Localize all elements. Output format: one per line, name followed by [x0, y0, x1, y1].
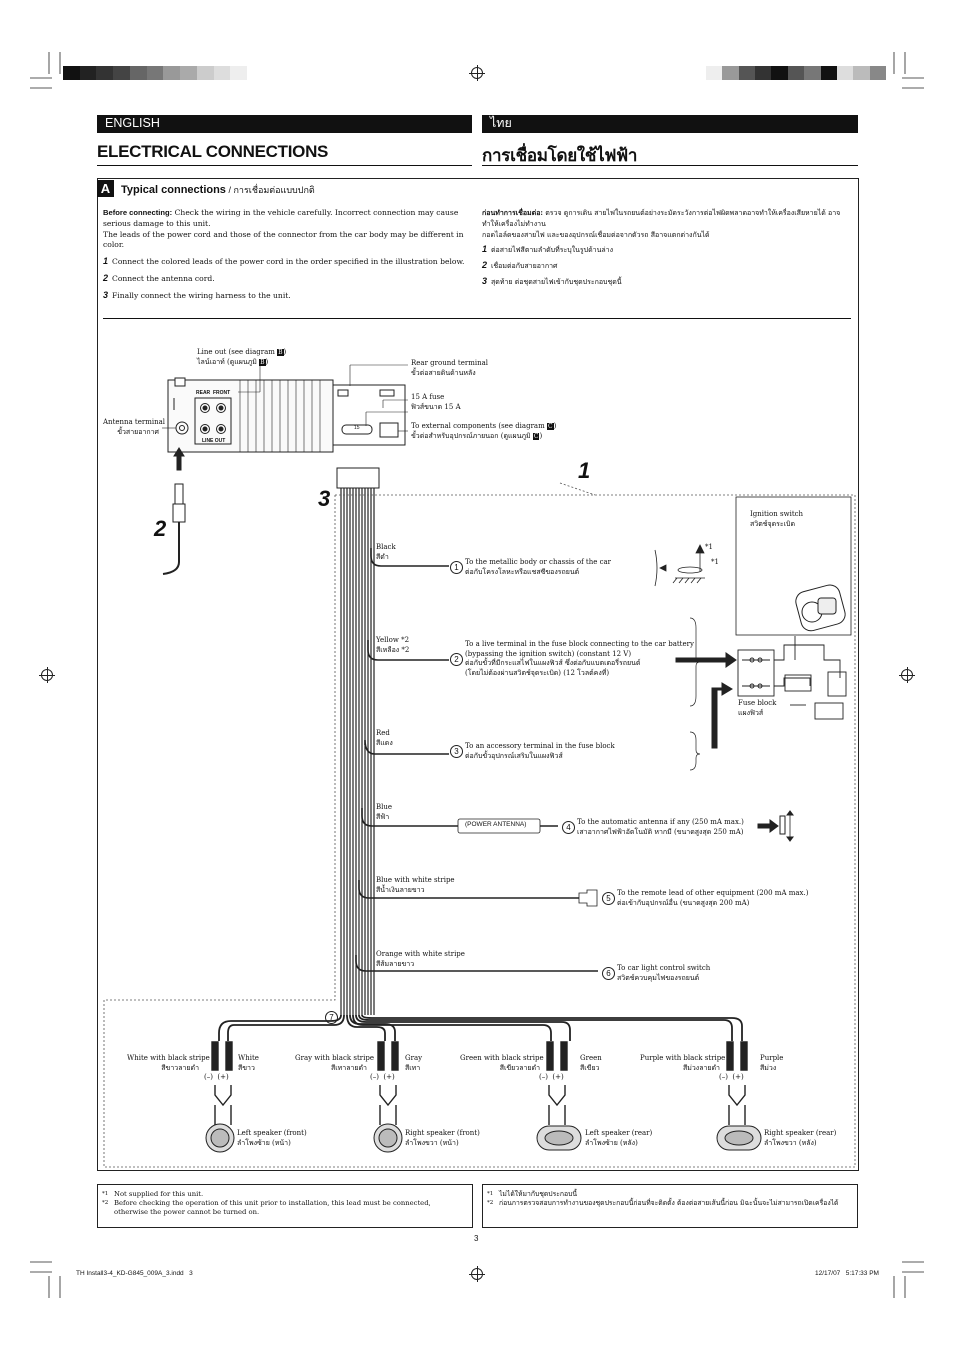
thai-leads: กอดไอล์ดของสายไฟ และของอุปกรณ์เชื่อมต่อจากตัวรถ สีอาจแตกต่างกันได้ — [482, 230, 710, 239]
speaker-1-neg-en: White with black stripe — [127, 1054, 210, 1062]
fuse-block-th: แผงฟิวส์ — [738, 708, 764, 717]
step-3-text: Finally connect the wiring harness to the unit. — [112, 290, 291, 300]
wire-5-dest-en: To the remote lead of other equipment (200 mA max.) — [617, 889, 809, 897]
speaker-2-pos — [405, 1054, 422, 1073]
harness-7-label — [325, 1007, 340, 1026]
ground-drawing — [655, 545, 705, 586]
star-note-a: *1 — [705, 543, 713, 551]
fuse-text: 15 A fuse — [411, 393, 445, 401]
speaker-2-name — [405, 1129, 480, 1148]
speaker-3-pos — [580, 1054, 602, 1073]
speaker-4-neg-en: Purple with black stripe — [640, 1054, 726, 1062]
speaker-4-neg-th: สีม่วงลายดำ — [682, 1063, 720, 1072]
english-header: ENGLISH — [97, 115, 472, 133]
thai-before-text: ตรวจ ดูการเดิน สายไฟในรถยนต์อย่างระมัดระวังการต่อไฟผิดพลาดอาจทำให้เครื่องเสียหายได้ อาจทำให้เครื่องไม่ทำงาน — [482, 209, 841, 228]
speaker-4-neg — [640, 1054, 726, 1073]
wire-4-num: 4 — [562, 821, 575, 834]
thai-step-3-text: สุดท้าย ต่อชุดสายไฟเข้ากับชุดประกอบชุดนี้ — [491, 277, 622, 286]
wire-2-dest-th: ต่อกับขั้วที่มีกระแสไฟในแผงฟิวส์ ซึ่งต่อกับแบตเตอรี่รถยนต์ — [465, 659, 641, 667]
wire-6-dest-en: To car light control switch — [617, 964, 711, 972]
wire-3-color — [376, 729, 393, 748]
thai-step-1-num: 1 — [482, 244, 488, 255]
rear-label: REAR — [196, 390, 211, 396]
wire-1-color-en: Black — [376, 543, 396, 551]
speaker-2-pos-en: Gray — [405, 1054, 423, 1062]
wire-4-dest — [562, 818, 744, 837]
polarity-4 — [719, 1073, 744, 1083]
polarity-3-pos: (+) — [552, 1073, 564, 1081]
step-1-text: Connect the colored leads of the power cord in the order specified in the illustration below. — [112, 257, 465, 267]
rear-ground-text: Rear ground terminal — [411, 359, 489, 367]
section-title-th: / การเชื่อมต่อแบบปกติ — [225, 185, 315, 195]
speaker-3-name-en: Left speaker (rear) — [585, 1129, 653, 1137]
wire-3-dest — [450, 742, 615, 761]
speaker-2-neg-en: Gray with black stripe — [295, 1054, 374, 1062]
speaker-1-pos — [238, 1054, 259, 1073]
external-label: To external components (see diagram C) ขั้วต่อสำหรับอุปกรณ์ภายนอก (ดูแผนภูมิ C) — [411, 422, 557, 440]
step-3-num: 3 — [103, 289, 109, 300]
wire-5-color — [376, 876, 455, 895]
speaker-2-name-th: ลำโพงขวา (หน้า) — [405, 1138, 459, 1147]
slug-file: TH Install3-4_KD-G845_009A_3.indd 3 — [76, 1270, 193, 1277]
wire-6-num: 6 — [602, 967, 615, 980]
wire-4-dest-en: To the automatic antenna if any (250 mA max.) — [577, 818, 744, 826]
external-ref-thai: C — [533, 432, 539, 440]
line-out-panel-label: LINE OUT — [202, 438, 226, 444]
fuse-label — [411, 393, 461, 412]
thai-header: ไทย — [482, 115, 858, 133]
fuse-thai: ฟิวส์ขนาด 15 A — [411, 402, 461, 411]
thai-step-1-text: ต่อสายไฟสีตามลำดับที่ระบุในรูปด้านล่าง — [491, 246, 614, 255]
speaker-1-pos-th: สีขาว — [238, 1063, 255, 1072]
ignition-en: Ignition switch — [750, 510, 804, 518]
polarity-1 — [204, 1073, 229, 1083]
thai-step-2-text: เชื่อมต่อกับสายอากาศ — [491, 262, 558, 271]
step-2-text: Connect the antenna cord. — [112, 273, 215, 283]
wire-1-dest — [450, 558, 611, 577]
fn-th1: ไม่ได้ให้มากับชุดประกอบนี้ — [499, 1190, 578, 1198]
polarity-2 — [370, 1073, 395, 1083]
speaker-1-name — [237, 1129, 307, 1148]
speaker-conn-2 — [378, 1042, 398, 1125]
before-label: Before connecting: — [103, 208, 173, 217]
ignition-switch-label — [750, 510, 803, 529]
section-title-en: Typical connections — [121, 184, 226, 196]
callout-1: 1 — [578, 458, 591, 483]
callout-2: 2 — [154, 516, 167, 541]
wire-1-color — [376, 543, 396, 562]
front-label: FRONT — [213, 390, 231, 396]
wire-5-num: 5 — [602, 892, 615, 905]
wire-1-num: 1 — [450, 561, 463, 574]
speaker-1-name-en: Left speaker (front) — [237, 1129, 307, 1137]
rear-ground-label — [411, 359, 488, 378]
callout-3: 3 — [318, 486, 331, 511]
speaker-4-pos-en: Purple — [760, 1054, 784, 1062]
speaker-3-neg-th: สีเขียวลายดำ — [499, 1063, 540, 1072]
polarity-2-pos: (+) — [383, 1073, 395, 1081]
speaker-conn-4 — [727, 1042, 747, 1125]
wire-5-dest-th: ต่อเข้ากับอุปกรณ์อื่น (ขนาดสูงสุด 200 mA) — [617, 898, 750, 907]
wire-6-color — [376, 950, 465, 969]
wire-3-dest-th: ต่อกับขั้วอุปกรณ์เสริมในแผงฟิวส์ — [465, 751, 563, 760]
ignition-key-drawing — [794, 583, 848, 633]
speaker-3-neg-en: Green with black stripe — [460, 1054, 544, 1062]
page-title-thai: การเชื่อมโดยใช้ไฟฟ้า — [482, 146, 638, 165]
leads-note: The leads of the power cord and those of the connector from the car body may be different in color. — [103, 229, 464, 250]
polarity-3-neg: (–) — [539, 1073, 548, 1081]
wire-2-num: 2 — [450, 653, 463, 666]
speaker-4-pos-th: สีม่วง — [760, 1063, 777, 1072]
wire-3-num: 3 — [450, 745, 463, 758]
wire-1-dest-en: To the metallic body or chassis of the car — [465, 558, 612, 566]
speaker-3-pos-en: Green — [580, 1054, 602, 1062]
speaker-2-neg — [295, 1054, 374, 1073]
speaker-2-pos-th: สีเทา — [405, 1063, 421, 1072]
line-out-label: Line out (see diagram B) ไลน์เอาท์ (ดูแผนภูมิ B) — [197, 348, 287, 366]
page-title-english: ELECTRICAL CONNECTIONS — [97, 142, 329, 161]
polarity-2-neg: (–) — [370, 1073, 379, 1081]
speaker-4-name-en: Right speaker (rear) — [764, 1129, 837, 1137]
wire-2-color-en: Yellow *2 — [376, 636, 410, 644]
section-letter: A — [97, 180, 114, 197]
wire-4-dest-th: เสาอากาศไฟฟ้าอัตโนมัติ หากมี (ขนาดสูงสุด 250 mA) — [577, 827, 744, 836]
speaker-2-neg-th: สีเทาลายดำ — [330, 1063, 367, 1072]
fn-en1: Not supplied for this unit. — [114, 1190, 204, 1198]
polarity-4-pos: (+) — [732, 1073, 744, 1081]
wire-3-color-en: Red — [376, 729, 390, 737]
star-note-b: *1 — [711, 558, 719, 566]
step-2-num: 2 — [103, 272, 109, 283]
speaker-4-name — [764, 1129, 836, 1148]
thai-step-3-num: 3 — [482, 275, 488, 286]
antenna-terminal-label — [103, 418, 166, 437]
fuse-block-en: Fuse block — [738, 699, 777, 707]
fn-en2-mark: *2 — [102, 1200, 109, 1206]
wire-4-color-th: สีฟ้า — [376, 812, 390, 821]
wire-5-dest — [602, 889, 808, 908]
line-out-text: Line out (see diagram — [197, 348, 275, 356]
before-text: Check the wiring in the vehicle carefully. Incorrect connection may cause serious damage to this unit. — [103, 208, 459, 228]
fuse-value-mark: 15 — [354, 425, 360, 431]
ignition-th: สวิตช์จุดระเบิด — [750, 519, 796, 528]
rear-ground-thai: ขั้วต่อสายดินด้านหลัง — [411, 368, 476, 377]
polarity-1-neg: (–) — [204, 1073, 213, 1081]
polarity-3 — [539, 1073, 564, 1083]
speaker-conn-1 — [212, 1042, 232, 1125]
antenna-terminal-thai: ขั้วสายอากาศ — [117, 427, 159, 436]
footnote-box-thai — [482, 1184, 858, 1228]
wire-5-color-en: Blue with white stripe — [376, 876, 455, 884]
speaker-conn-3 — [547, 1042, 567, 1125]
line-out-ref: B — [278, 349, 283, 356]
wire-4-color — [376, 803, 392, 822]
speaker-2-name-en: Right speaker (front) — [405, 1129, 480, 1137]
fn-th2-mark: *2 — [487, 1200, 494, 1206]
speaker-1-neg-th: สีขาวลายดำ — [161, 1063, 199, 1072]
step-1-num: 1 — [103, 256, 109, 267]
speaker-1-pos-en: White — [238, 1054, 259, 1062]
wire-6-dest — [602, 964, 710, 983]
wire-1-color-th: สีดำ — [376, 552, 389, 561]
speaker-3-neg — [460, 1054, 544, 1073]
external-ref: C — [547, 423, 553, 430]
antenna-terminal-text: Antenna terminal — [103, 418, 166, 426]
speaker-3-name-th: ลำโพงซ้าย (หลัง) — [585, 1138, 638, 1147]
polarity-1-pos: (+) — [217, 1073, 229, 1081]
speaker-1-neg — [127, 1054, 210, 1073]
antenna-plug-drawing — [163, 448, 185, 574]
harness-7-num: 7 — [325, 1011, 338, 1024]
speaker-4-pos — [760, 1054, 783, 1073]
wire-6-color-th: สีส้มลายขาว — [376, 959, 415, 968]
wire-4-color-en: Blue — [376, 803, 393, 811]
wire-2-dest-th2: (โดยไม่ต้องผ่านสวิตช์จุดระเบิด) (12 โวลต์คงที่) — [465, 668, 610, 677]
page-number: 3 — [474, 1234, 479, 1243]
wire-3-dest-en: To an accessory terminal in the fuse block — [465, 742, 615, 750]
wire-2-color-th: สีเหลือง *2 — [376, 645, 410, 654]
thai-step-2-num: 2 — [482, 260, 488, 271]
fn-th1-mark: *1 — [487, 1191, 494, 1197]
thai-before-label: ก่อนทำการเชื่อมต่อ: — [482, 208, 543, 217]
line-out-thai: ไลน์เอาท์ (ดูแผนภูมิ — [197, 357, 257, 366]
wire-6-dest-th: สวิตช์ควบคุมไฟของรถยนต์ — [617, 973, 700, 982]
wire-3-color-th: สีแดง — [376, 738, 393, 747]
fn-en1-mark: *1 — [102, 1191, 109, 1197]
power-antenna-tag: (POWER ANTENNA) — [465, 821, 527, 828]
line-out-ref-thai: B — [260, 358, 265, 366]
wire-5-color-th: สีน้ำเงินลายขาว — [376, 885, 425, 894]
polarity-4-neg: (–) — [719, 1073, 728, 1081]
external-text: To external components (see diagram — [411, 422, 545, 430]
wire-2-dest-en: To a live terminal in the fuse block connecting to the car battery — [465, 640, 694, 648]
wire-2-dest — [450, 640, 694, 678]
fn-th2: ก่อนการตรวจสอบการทำงานของชุดประกอบนี้ก่อนที่จะติดตั้ง ต้องต่อสายเส้นนี้ก่อน มิฉะนั้นจะไม่สามารถเปิดเครื่องได้ — [499, 1199, 839, 1207]
wire-2-color — [376, 636, 409, 655]
wire-2-dest-en2: (bypassing the ignition switch) (constant 12 V) — [465, 649, 632, 658]
external-thai: ขั้วต่อสำหรับอุปกรณ์ภายนอก (ดูแผนภูมิ — [411, 431, 531, 440]
wire-6-color-en: Orange with white stripe — [376, 950, 465, 958]
wire-1-dest-th: ต่อกับโครงโลหะหรือแชสซีของรถยนต์ — [465, 567, 580, 576]
footnote-box-english — [97, 1184, 473, 1228]
fuse-block-label — [738, 699, 776, 718]
speaker-3-pos-th: สีเขียว — [580, 1063, 600, 1072]
slug-date: 12/17/07 5:17:33 PM — [815, 1270, 879, 1277]
fn-en2: Before checking the operation of this unit prior to installation, this lead must be connected, otherwise the power cannot be turned on. — [114, 1199, 431, 1216]
speaker-3-name — [585, 1129, 652, 1148]
speaker-4-name-th: ลำโพงขวา (หลัง) — [764, 1138, 817, 1147]
speaker-1-name-th: ลำโพงซ้าย (หน้า) — [237, 1138, 291, 1147]
